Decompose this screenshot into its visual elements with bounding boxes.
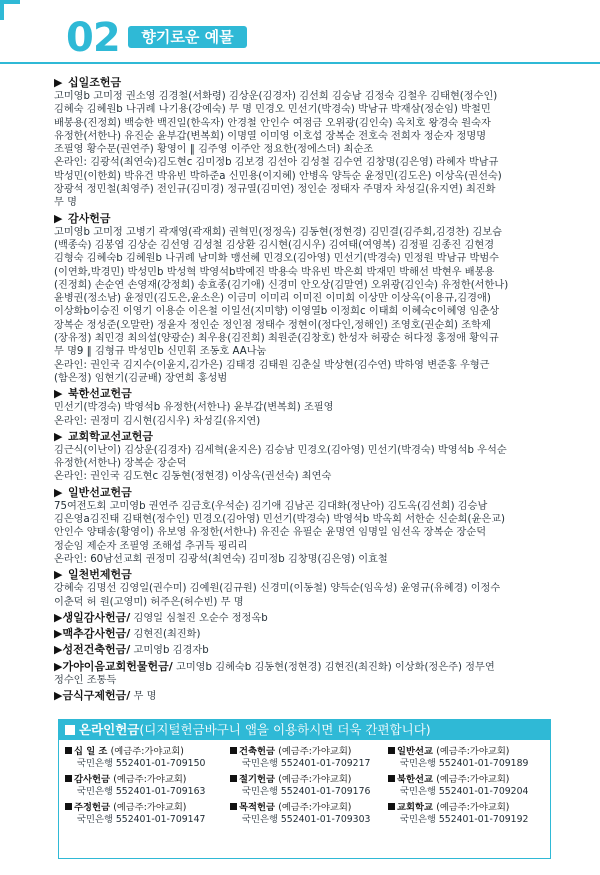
section-church-school-mission bbox=[54, 430, 554, 484]
account-number: 국민은행 552401-01-709176 bbox=[242, 786, 371, 797]
section-general-mission bbox=[54, 486, 554, 566]
section-tithe bbox=[54, 76, 554, 210]
name-line: 이춘덕 허 원(고영미) 허주은(허수빈) 무 명 bbox=[54, 596, 244, 608]
section-title: 맥추감사헌금/ bbox=[62, 627, 131, 641]
section-title: 금식구제헌금/ bbox=[62, 689, 131, 703]
square-bullet-icon bbox=[230, 747, 237, 754]
account-item bbox=[230, 802, 390, 826]
section-title: 북한선교헌금 bbox=[68, 387, 132, 401]
name-line: 고미영b 고미정 고병기 곽재영(곽재희) 권혁민(정정옥) 김동현(정현경) 김민결(김주희,김경찬) 김보슴 bbox=[54, 226, 502, 238]
account-name: 북한선교 bbox=[397, 774, 433, 785]
account-number: 국민은행 552401-01-709147 bbox=[77, 814, 206, 825]
account-payee: (예금주:가야교회) bbox=[113, 802, 187, 813]
header-divider bbox=[0, 62, 600, 64]
name-line: 정수인 조통득 bbox=[54, 674, 117, 686]
square-icon bbox=[65, 725, 75, 735]
name-line: 온라인: 김광석(최연숙)김도현c 김미정b 김보경 김선아 김성철 김수연 김창명(김은영) 라혜자 박남규 bbox=[54, 157, 499, 169]
name-line: 안인수 양태송(황영이) 유보영 유정한(서한나) 유진순 유필순 윤명연 임명일 임선옥 장복순 장순덕 bbox=[54, 527, 487, 539]
name-line: 온라인: 권정미 김시현(김시우) 차성길(유지연) bbox=[54, 415, 261, 427]
online-title: 온라인헌금 bbox=[79, 722, 140, 737]
account-payee: (예금주:가야교회) bbox=[110, 746, 184, 757]
name-line: 무 명9 ‖ 김형규 박성민b 신민휘 조동호 AA나눔 bbox=[54, 346, 267, 358]
triangle-icon: ▶ bbox=[54, 211, 63, 225]
name-line: 김혜숙 김혜원b 나귀례 나기용(강예숙) 무 명 민경오 민선기(박경숙) 박남규 박재삼(정순임) 박철민 bbox=[54, 104, 491, 116]
name-line: 김근식(이난이) 김상운(김경자) 김세혁(윤지은) 김승남 민경오(김아영) 민선기(박경숙) 박영석b 우석순 bbox=[54, 444, 507, 456]
name-line: 온라인: 60남선교회 권정미 김광석(최연숙) 김미정b 김창명(김은영) 이효철 bbox=[54, 553, 388, 565]
account-item bbox=[65, 802, 225, 826]
name-line: 온라인: 권인국 김지수(이윤지,김가은) 김태경 김태원 김춘실 박상현(김수연) 박하영 변준홍 우형근 bbox=[54, 359, 490, 371]
name-line: 장복순 정성준(오말란) 정윤자 정인순 정인점 정태수 정현이(정다인,정해인) 조영호(권순희) 조학제 bbox=[54, 319, 491, 331]
section-harvest-thanks bbox=[54, 627, 554, 641]
name-line: 고미영b 김혜숙b 김동현(정현경) 김현진(최진화) 이상화(정은주) 정무연 bbox=[176, 661, 495, 673]
account-name: 목적헌금 bbox=[239, 802, 275, 813]
section-building-fund bbox=[54, 643, 554, 657]
name-line: (함은정) 임현기(김균배) 장연희 홍성범 bbox=[54, 372, 228, 384]
name-line: 김은영a김진태 김태현(정수인) 민경오(김아영) 민선기(박경숙) 박영석b 박옥희 서한순 신순희(윤은교) bbox=[54, 514, 505, 526]
account-name: 절기헌금 bbox=[239, 774, 275, 785]
account-name: 주정헌금 bbox=[74, 802, 110, 813]
square-bullet-icon bbox=[230, 803, 237, 810]
triangle-icon: ▶ bbox=[54, 76, 63, 89]
account-item bbox=[65, 746, 225, 770]
account-item bbox=[65, 774, 225, 798]
name-line: 유정한(서한나) 유진순 윤부갑(변복희) 이명열 이미영 이호섭 장복순 전호숙 전희자 정순자 정명명 bbox=[54, 130, 487, 142]
section-gaya-church-gift bbox=[54, 660, 554, 688]
section-title: 생일감사헌금/ bbox=[62, 610, 131, 624]
triangle-icon: ▶ bbox=[54, 568, 63, 582]
triangle-icon: ▶ bbox=[54, 485, 63, 499]
account-payee: (예금주:가야교회) bbox=[113, 774, 187, 785]
page-title: 향기로운 예물 bbox=[141, 28, 234, 46]
name-line: 장광석 정민철(최영주) 전인규(김미경) 정규열(김미연) 정인순 정태자 주명자 차성길(유지연) 최진화 bbox=[54, 184, 496, 196]
online-offering-header bbox=[59, 720, 550, 740]
account-number: 국민은행 552401-01-709163 bbox=[77, 786, 206, 797]
name-line: 75여전도회 고미영b 권연주 김금호(우석순) 김기애 김남곤 김대화(정난아) 김도옥(김선희) 김승남 bbox=[54, 500, 488, 512]
section-north-korea-mission bbox=[54, 387, 554, 428]
section-title: 교회학교선교헌금 bbox=[68, 429, 154, 443]
name-line: 김현진(최진화) bbox=[133, 629, 201, 641]
account-name: 건축헌금 bbox=[239, 746, 275, 757]
account-payee: (예금주:가야교회) bbox=[436, 774, 510, 785]
account-number: 국민은행 552401-01-709192 bbox=[400, 814, 529, 825]
name-line: 무 명 bbox=[54, 197, 77, 209]
section-thanks bbox=[54, 212, 554, 386]
account-item bbox=[388, 774, 548, 798]
square-bullet-icon bbox=[230, 775, 237, 782]
name-line: 이상화b이승진 이영기 이용순 이은철 이일선(지미향) 이영열b 이정희c 이태희 이혜숙c이혜영 임춘상 bbox=[54, 306, 500, 318]
triangle-icon: ▶ bbox=[54, 643, 63, 657]
online-subtitle: (디지털헌금바구니 앱을 이용하시면 더욱 간편합니다) bbox=[139, 722, 431, 737]
triangle-icon: ▶ bbox=[54, 689, 63, 703]
account-name: 십 일 조 bbox=[74, 746, 108, 757]
name-line: (이연화,박경민) 박성민b 박성혁 박영석b박예진 박용숙 박유빈 박은희 박재민 박해선 박현우 배봉용 bbox=[54, 266, 495, 278]
online-offering-box bbox=[58, 719, 551, 859]
name-line: 민선기(박경숙) 박영석b 유정한(서한나) 윤부갑(변복희) 조필영 bbox=[54, 402, 334, 414]
square-bullet-icon bbox=[388, 775, 395, 782]
account-number: 국민은행 552401-01-709217 bbox=[242, 758, 371, 769]
account-name: 일반선교 bbox=[397, 746, 433, 757]
section-title: 감사헌금 bbox=[68, 211, 111, 225]
section-fasting-relief bbox=[54, 689, 554, 703]
triangle-icon: ▶ bbox=[54, 429, 63, 443]
section-title: 일천번제헌금 bbox=[68, 568, 132, 582]
account-item bbox=[230, 746, 390, 770]
triangle-icon: ▶ bbox=[54, 627, 63, 641]
triangle-icon: ▶ bbox=[54, 659, 63, 673]
name-line: 유정한(서한나) 장복순 장순덕 bbox=[54, 458, 187, 470]
square-bullet-icon bbox=[388, 803, 395, 810]
account-name: 감사헌금 bbox=[74, 774, 110, 785]
account-item bbox=[388, 746, 548, 770]
account-name: 교회학교 bbox=[397, 802, 433, 813]
name-line: 윤병권(정소남) 윤정민(김도은,윤소은) 이금미 이미리 이미진 이미희 이상만 이상옥(이용규,김경애) bbox=[54, 293, 491, 305]
triangle-icon: ▶ bbox=[54, 387, 63, 401]
account-number: 국민은행 552401-01-709189 bbox=[400, 758, 529, 769]
square-bullet-icon bbox=[65, 803, 72, 810]
name-line: 고미영b 고미정 권소영 김경철(서화령) 김상운(김경자) 김선희 김승남 김정숙 김철우 김태현(정수인) bbox=[54, 91, 498, 102]
name-line: 강혜숙 김명선 김영일(권수미) 김예원(김규원) 신경미(이동철) 양득순(임옥성) 윤영규(유혜경) 이정수 bbox=[54, 583, 501, 595]
name-line: 배봉용(진정희) 백승한 백진일(한옥자) 안경철 안인수 여점금 오위광(김인숙) 옥치호 왕경숙 원숙자 bbox=[54, 117, 491, 129]
offering-list bbox=[54, 76, 554, 706]
section-birthday-thanks bbox=[54, 611, 554, 625]
account-payee: (예금주:가야교회) bbox=[278, 746, 352, 757]
account-number: 국민은행 552401-01-709204 bbox=[400, 786, 529, 797]
name-line: (진정희) 손순연 손영재(강정희) 송효종(김기애) 신경미 안오상(김말연) 오위광(김인숙) 유정한(서한나) bbox=[54, 279, 509, 291]
triangle-icon: ▶ bbox=[54, 610, 63, 624]
square-bullet-icon bbox=[65, 775, 72, 782]
name-line: 박성민(이한희) 박유건 박유빈 박하준a 신민용(이지혜) 안병옥 양득순 윤정민(김도은) 이상옥(권선숙) bbox=[54, 170, 502, 182]
account-item bbox=[388, 802, 548, 826]
account-number: 국민은행 552401-01-709303 bbox=[242, 814, 371, 825]
account-payee: (예금주:가야교회) bbox=[278, 802, 352, 813]
section-thousand-offering bbox=[54, 568, 554, 609]
name-line: 온라인: 권인국 김도현c 김동현(정현경) 이상옥(권선숙) 최연숙 bbox=[54, 471, 332, 483]
section-title: 일반선교헌금 bbox=[68, 485, 132, 499]
corner-decoration bbox=[0, 0, 20, 20]
page-header bbox=[0, 0, 600, 70]
account-item bbox=[230, 774, 390, 798]
name-line: (장유정) 최민경 최의섭(양광순) 최우용(김진희) 최원준(김창호) 한성자 허광순 허다정 홍정애 황익규 bbox=[54, 333, 499, 345]
name-line: 정순임 제순자 조필영 조해섭 추귀득 핑리리 bbox=[54, 540, 248, 552]
name-line: 조필영 황수문(권연주) 황영이 ‖ 김주영 이주안 정요한(정에스더) 최순조 bbox=[54, 144, 374, 156]
section-title: 십일조헌금 bbox=[68, 76, 122, 89]
account-payee: (예금주:가야교회) bbox=[278, 774, 352, 785]
account-payee: (예금주:가야교회) bbox=[436, 746, 510, 757]
name-line: 김형숙 김혜숙b 김혜원b 나귀례 남미화 맹선혜 민경오(김아영) 민선기(박경숙) 민정원 박남규 박범수 bbox=[54, 253, 500, 265]
account-payee: (예금주:가야교회) bbox=[436, 802, 510, 813]
section-title: 성전건축헌금/ bbox=[62, 643, 131, 657]
section-number: 02 bbox=[66, 15, 120, 61]
name-line: 김영일 심철진 오순수 정정옥b bbox=[133, 612, 268, 624]
account-number: 국민은행 552401-01-709150 bbox=[77, 758, 206, 769]
name-line: (백종숙) 김봉엽 김상순 김선영 김성철 김상환 김시현(김시우) 김여태(여영복) 김정필 김종진 김현경 bbox=[54, 239, 495, 251]
section-title: 가야이음교회헌물헌금/ bbox=[62, 659, 173, 673]
name-line: 고미영b 김경자b bbox=[133, 645, 209, 657]
square-bullet-icon bbox=[65, 747, 72, 754]
square-bullet-icon bbox=[388, 747, 395, 754]
name-line: 무 명 bbox=[133, 691, 157, 703]
